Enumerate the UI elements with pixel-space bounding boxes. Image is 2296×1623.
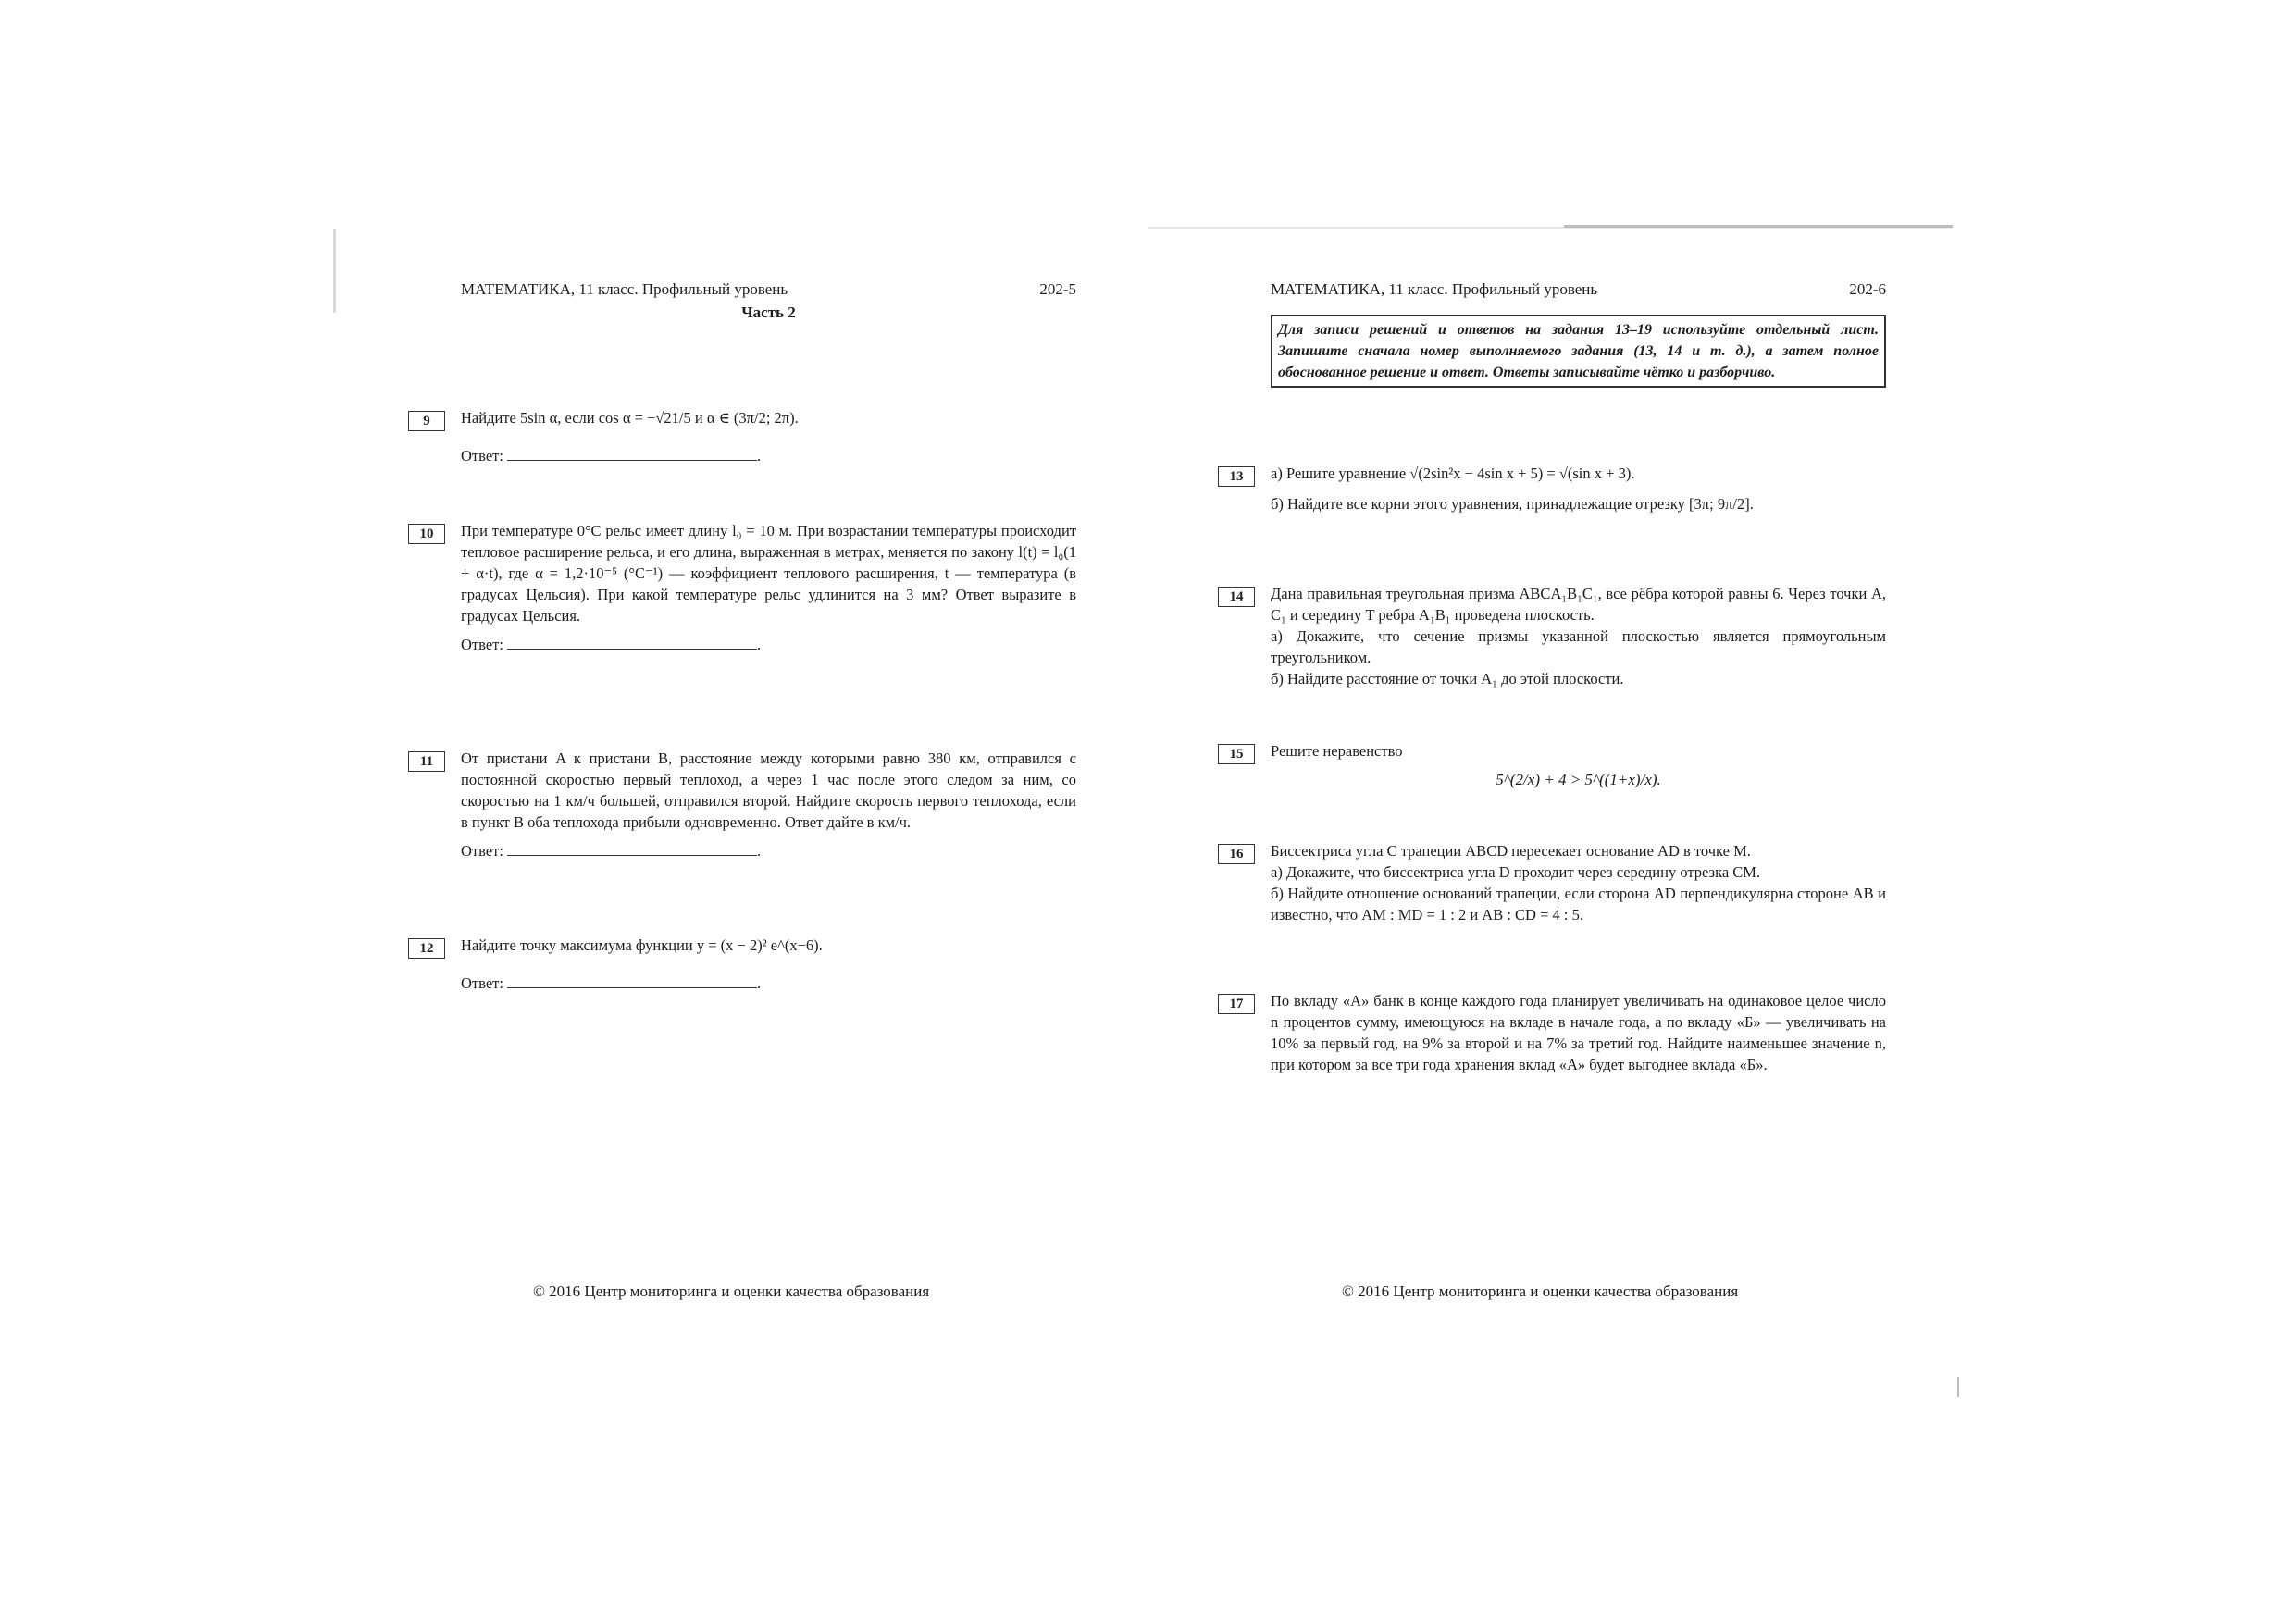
page-header (461, 278, 1076, 302)
answer-label: Ответ: (461, 842, 503, 860)
left-footer: © 2016 Центр мониторинга и оценки качества образования (533, 1282, 930, 1300)
task-part: Дана правильная треугольная призма ABCA₁B₁C₁, все рёбра которой равны 6. Через точки A, C₁ и середину T ребра A₁B₁ проведена плоскость. (1271, 585, 1886, 624)
answer-line (507, 974, 757, 988)
answer-label: Ответ: (461, 447, 503, 465)
part-title: Часть 2 (741, 304, 796, 321)
task-12 (419, 935, 1076, 993)
task-15 (1229, 740, 1886, 790)
task-17 (1229, 990, 1886, 1075)
answer-field: Ответ: . (461, 842, 762, 860)
answer-field: Ответ: . (461, 974, 762, 992)
left-page (419, 278, 1076, 992)
task-part: б) Найдите расстояние от точки A₁ до этой плоскости. (1271, 670, 1624, 688)
task-part: По вкладу «А» банк в конце каждого года планирует увеличивать на одинаковое целое число n процентов сумму, имеющуюся на вкладе в начале года, а по вкладу «Б» — увеличивать на 10% за первый год, на 9% за второй и на 7% за третий год. Найдите наименьшее значение n, при котором за все три года хранения вклад «А» будет выгоднее вклада «Б». (1271, 992, 1886, 1073)
task-number: 9 (408, 411, 445, 431)
answer-label: Ответ: (461, 974, 503, 992)
task-14 (1229, 583, 1886, 689)
task-number: 11 (408, 751, 445, 772)
task-part: б) Найдите отношение оснований трапеции, если сторона AD перпендикулярна стороне AB и известно, что AM : MD = 1 : 2 и AB : CD = 4 : 5. (1271, 885, 1886, 923)
page-header (1271, 278, 1886, 302)
answer-line (507, 636, 757, 650)
task-number: 16 (1218, 844, 1255, 864)
page-number: 202-6 (1849, 280, 1886, 298)
task-text: От пристани A к пристани B, расстояние между которыми равно 380 км, отправился с постоянной скоростью первый теплоход, а через 1 час после этого следом за ним, со скоростью на 1 км/ч большей, отправился второй. Найдите скорость первого теплохода, если в пункт B оба теплохода прибыли одновременно. Ответ дайте в км/ч. (461, 750, 1076, 831)
answer-label: Ответ: (461, 636, 503, 653)
scan-mark (1564, 225, 1953, 228)
task-text: При температуре 0°C рельс имеет длину l₀ = 10 м. При возрастании температуры происходит тепловое расширение рельса, и его длина, выраженная в метрах, меняется по закону l(t) = l₀(1 + α·t), где α = 1,2·10⁻⁵ (°C⁻¹) — коэффициент теплового расширения, t — температура (в градусах Цельсия). При какой температуре рельс удлинится на 3 мм? Ответ выразите в градусах Цельсия. (461, 522, 1076, 625)
task-part: а) Решите уравнение √(2sin²x − 4sin x + 5) = √(sin x + 3). (1271, 465, 1635, 482)
scan-mark (333, 229, 336, 313)
task-part: Биссектриса угла C трапеции ABCD пересекает основание AD в точке M. (1271, 842, 1751, 860)
task-11 (419, 748, 1076, 861)
page-number: 202-5 (1039, 280, 1076, 298)
answer-field: Ответ: . (461, 636, 762, 653)
header-title: МАТЕМАТИКА, 11 класс. Профильный уровень (461, 280, 788, 298)
task-number: 15 (1218, 744, 1255, 764)
task-part: Решите неравенство (1271, 742, 1403, 760)
scan-mark (1957, 1377, 1959, 1397)
task-part: б) Найдите все корни этого уравнения, принадлежащие отрезку [3π; 9π/2]. (1271, 495, 1754, 513)
task-13 (1229, 463, 1886, 514)
task-text: Найдите точку максимума функции y = (x − 2)² e^(x−6). (461, 936, 823, 954)
task-number: 10 (408, 524, 445, 544)
task-9 (423, 407, 1076, 465)
task-number: 17 (1218, 994, 1255, 1014)
instructions-box: Для записи решений и ответов на задания 13–19 используйте отдельный лист. Запишите сначала номер выполняемого задания (13, 14 и т. д.), а затем полное обоснованное решение и ответ. Ответы записывайте чётко и разборчиво. (1271, 315, 1886, 388)
inequality: 5^(2/x) + 4 > 5^((1+x)/x). (1496, 771, 1661, 788)
right-footer: © 2016 Центр мониторинга и оценки качества образования (1342, 1282, 1739, 1300)
task-16 (1229, 840, 1886, 925)
answer-line (507, 842, 757, 856)
task-text: Найдите 5sin α, если cos α = −√21/5 и α ∈ (3π/2; 2π). (461, 409, 799, 427)
task-number: 12 (408, 938, 445, 959)
task-part: а) Докажите, что биссектриса угла D проходит через середину отрезка CM. (1271, 863, 1761, 881)
answer-line (507, 447, 757, 461)
task-number: 14 (1218, 587, 1255, 607)
task-number: 13 (1218, 466, 1255, 487)
task-10 (419, 520, 1076, 654)
right-page (1229, 278, 1886, 1073)
answer-field: Ответ: . (461, 447, 762, 465)
header-title: МАТЕМАТИКА, 11 класс. Профильный уровень (1271, 280, 1598, 298)
task-part: а) Докажите, что сечение призмы указанной плоскостью является прямоугольным треугольником. (1271, 627, 1886, 666)
